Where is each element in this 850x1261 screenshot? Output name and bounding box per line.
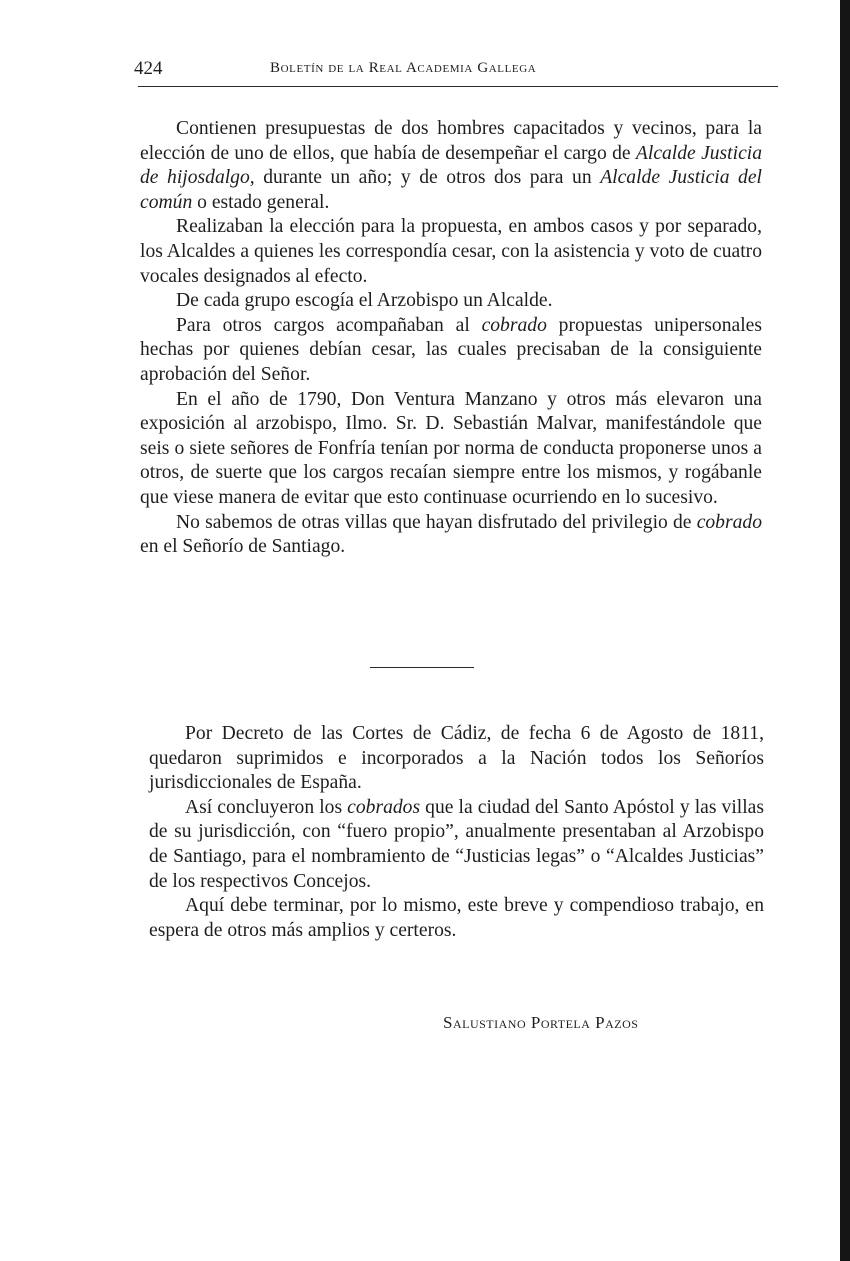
text-block-1 (140, 117, 762, 560)
italic-term: cobrado (481, 314, 547, 336)
paragraph: Realizaban la elección para la propuesta, en ambos casos y por separado, los Alcaldes a quienes les correspondía cesar, con la asistencia y voto de cuatro vocales designados al efecto. (140, 216, 762, 287)
paragraph: Para otros cargos acompañaban al cobrado propuestas unipersonales hechas por quienes debían cesar, las cuales precisaban de la consiguiente aprobación del Señor. (140, 314, 762, 385)
paragraph: Así concluyeron los cobrados que la ciudad del Santo Apóstol y las villas de su jurisdicción, con “fuero propio”, anualmente presentaban al Arzobispo de Santiago, para el nombramiento de “Justicias legas” o “Alcaldes Justicias” de los respectivos Concejos. (149, 796, 764, 892)
italic-term: Alcalde Justicia del común (140, 167, 762, 213)
page-number: 424 (134, 58, 163, 79)
running-title: Boletín de la Real Academia Gallega (270, 60, 537, 76)
paragraph: Por Decreto de las Cortes de Cádiz, de fecha 6 de Agosto de 1811, quedaron suprimidos e incorporados a la Nación todos los Señoríos jurisdiccionales de España. (149, 723, 764, 794)
paragraph: Contienen presupuestas de dos hombres capacitados y vecinos, para la elección de uno de ellos, que había de desempeñar el cargo de Alcalde Justicia de hijosdalgo, durante un año; y de otros dos para un Alcalde Justicia del común o estado general. (140, 118, 763, 213)
italic-term: Alcalde Justicia de hijosdalgo, (140, 142, 763, 189)
paragraph: No sabemos de otras villas que hayan disfrutado del privilegio de cobrado en el Señorío de Santiago. (140, 511, 762, 558)
author-signature: Salustiano Portela Pazos (443, 1013, 639, 1032)
text-block-2 (149, 722, 764, 943)
paragraph: Aquí debe terminar, por lo mismo, este breve y compendioso trabajo, en espera de otros más amplios y certeros. (149, 895, 764, 941)
italic-term: cobrado (696, 511, 762, 533)
section-separator (370, 667, 474, 668)
page-edge-shadow (840, 0, 850, 1261)
paragraph: De cada grupo escogía el Arzobispo un Alcalde. (176, 290, 553, 312)
paragraph: En el año de 1790, Don Ventura Manzano y otros más elevaron una exposición al arzobispo, Ilmo. Sr. D. Sebastián Malvar, manifestándole que seis o siete señores de Fonfría tenían por norma de conducta proponerse unos a otros, de suerte que los cargos recaían siempre entre los mismos, y rogábanle que viese manera de evitar que esto continuase ocurriendo en lo sucesivo. (140, 388, 762, 508)
italic-term: cobrados (347, 796, 421, 818)
header-rule (138, 86, 778, 87)
page-header (134, 56, 774, 84)
